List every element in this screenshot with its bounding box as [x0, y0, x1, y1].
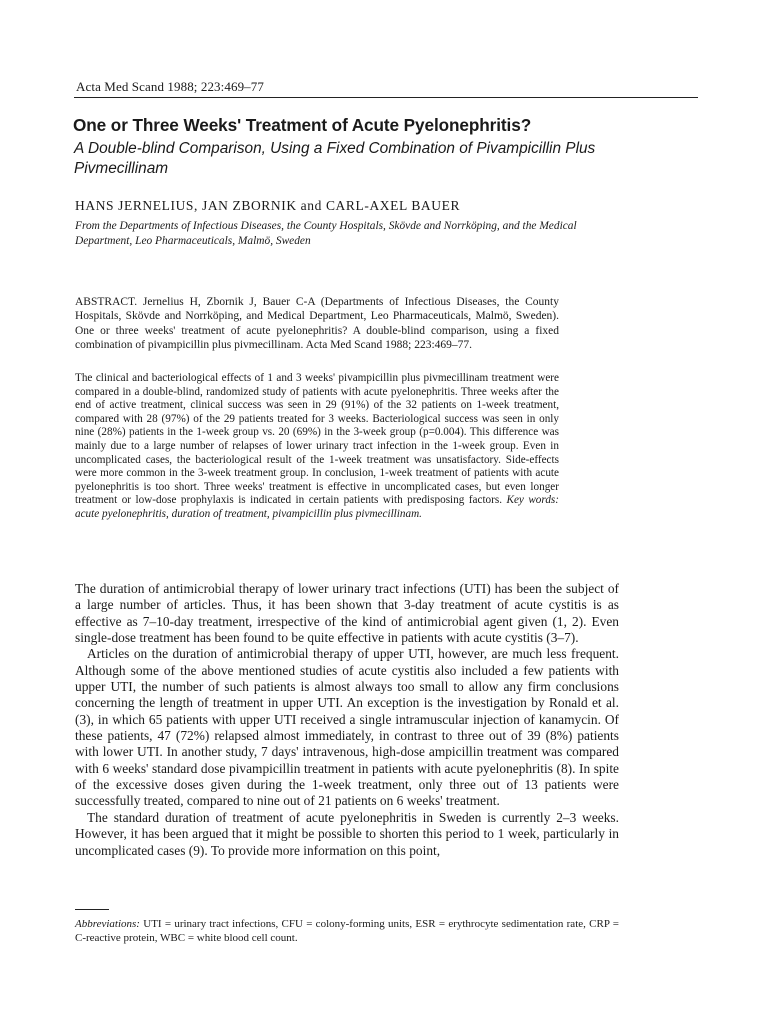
keywords-text: acute pyelonephritis, duration of treatment, pivampicillin plus pivmecillinam. [75, 507, 422, 520]
article-title: One or Three Weeks' Treatment of Acute Pyelonephritis? [73, 115, 532, 135]
footnote-text: UTI = urinary tract infections, CFU = colony-forming units, ESR = erythrocyte sedimentation rate, CRP = C-reactive protein, WBC = white blood cell count. [75, 918, 620, 944]
abbreviations-footnote [75, 917, 619, 945]
summary-text: The clinical and bacteriological effects of 1 and 3 weeks' pivampicillin plus pivmecillinam treatment were compared in a double-blind, randomized study of patients with acute pyelonephritis. Three weeks after the end of active treatment, clinical success was seen in 29 (91%) of the 32 patients on 1-week treatment, compared with 28 (97%) of the 29 patients treated for 3 weeks. Bacteriological success was seen in only nine (28%) patients in the 1-week group vs. 20 (69%) in the 3-week group (p=0.004). This difference was mainly due to a large number of relapses of lower urinary tract infection in the 1-week group. Even in uncomplicated cases, the bacteriological result of the 1-week treatment was unsatisfactory. Side-effects were more common in the 3-week treatment group. In conclusion, 1-week treatment of patients with acute pyelonephritis is too short. Three weeks' treatment is effective in uncomplicated cases, but even longer treatment or low-dose prophylaxis is indicated in certain patients with predisposing factors. [75, 372, 559, 507]
header-rule [74, 97, 698, 98]
footnote-rule [75, 909, 109, 910]
author-list: HANS JERNELIUS, JAN ZBORNIK and CARL-AXEL BAUER [75, 198, 461, 213]
keywords-label: Key words: [506, 494, 559, 507]
body-paragraph: The standard duration of treatment of acute pyelonephritis in Sweden is currently 2–3 weeks. However, it has been argued that it might be possible to shorten this period to 1 week, particularly in uncomplicated cases (9). To provide more information on this point, [75, 809, 619, 858]
abstract-citation: ABSTRACT. Jernelius H, Zbornik J, Bauer C-A (Departments of Infectious Diseases, the County Hospitals, Skövde and Norrköping, and Medical Department, Leo Pharmaceuticals, Malmö, Sweden). One or three weeks' treatment of acute pyelonephritis? A double-blind comparison, using a fixed combination of pivampicillin plus pivmecillinam. Acta Med Scand 1988; 223:469–77. [75, 296, 559, 351]
article-body [75, 581, 619, 859]
abstract-summary [75, 372, 559, 522]
article-subtitle: A Double-blind Comparison, Using a Fixed Combination of Pivampicillin Plus Pivmecillinam [74, 140, 596, 177]
author-affiliation: From the Departments of Infectious Diseases, the County Hospitals, Skövde and Norrköping, and the Medical Department, Leo Pharmaceuticals, Malmö, Sweden [75, 220, 577, 247]
journal-reference: Acta Med Scand 1988; 223:469–77 [76, 79, 264, 94]
body-paragraph: Articles on the duration of antimicrobial therapy of upper UTI, however, are much less frequent. Although some of the above mentioned studies of acute cystitis also included a few patients with upper UTI, the number of such patients is almost always too small to allow any firm conclusions concerning the length of treatment in upper UTI. An exception is the investigation by Ronald et al. (3), in which 65 patients with upper UTI received a single intramuscular injection of kanamycin. Of these patients, 47 (72%) relapsed almost immediately, in contrast to three out of 39 (8%) patients with lower UTI. In another study, 7 days' intravenous, high-dose ampicillin treatment was compared with 6 weeks' standard dose pivampicillin treatment in patients with acute pyelonephritis (8). In spite of the excessive doses given during the 1-week treatment, only three out of 13 patients were successfully treated, compared to nine out of 21 patients on 6 weeks' treatment. [75, 646, 619, 809]
body-paragraph: The duration of antimicrobial therapy of lower urinary tract infections (UTI) has been the subject of a large number of articles. Thus, it has been shown that 3-day treatment of acute cystitis is as effective as 7–10-day treatment, irrespective of the kind of antimicrobial agent given (1, 2). Even single-dose treatment has been found to be quite effective in patients with acute cystitis (3–7). [75, 581, 619, 646]
footnote-label: Abbreviations: [75, 918, 140, 930]
